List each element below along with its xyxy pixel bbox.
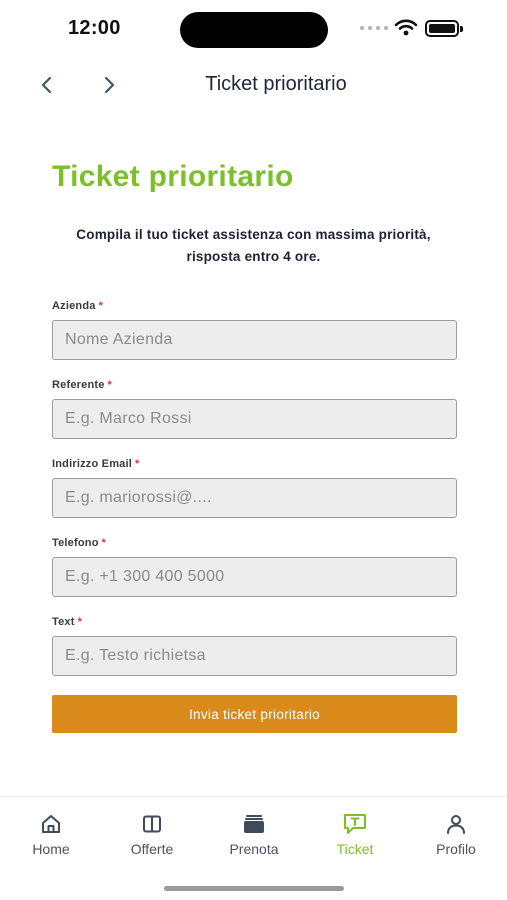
azienda-input[interactable] xyxy=(52,320,457,360)
required-mark: * xyxy=(107,379,113,391)
nav-header xyxy=(0,60,507,110)
offers-icon xyxy=(141,813,163,835)
email-input[interactable] xyxy=(52,478,457,518)
tab-offerte[interactable] xyxy=(107,813,197,857)
page-title: Ticket prioritario xyxy=(52,160,294,193)
home-icon xyxy=(40,813,62,835)
required-mark: * xyxy=(135,458,140,470)
submit-ticket-button[interactable]: Invia ticket prioritario xyxy=(52,695,457,733)
status-time: 12:00 xyxy=(68,17,121,39)
required-mark: * xyxy=(77,616,83,628)
page-subtitle: Compila il tuo ticket assistenza con massima priorità, risposta entro 4 ore. xyxy=(76,227,431,264)
referente-label: Referente xyxy=(52,379,105,391)
field-text xyxy=(52,616,457,676)
field-azienda xyxy=(52,300,457,360)
field-referente xyxy=(52,379,457,439)
text-input[interactable] xyxy=(52,636,457,676)
tab-label-ticket: Ticket xyxy=(336,841,374,857)
booking-icon xyxy=(242,813,266,835)
tab-ticket[interactable] xyxy=(310,813,400,857)
tab-prenota[interactable] xyxy=(209,813,299,857)
text-label: Text xyxy=(52,616,75,628)
telefono-input[interactable] xyxy=(52,557,457,597)
required-mark: * xyxy=(98,300,104,312)
referente-input[interactable] xyxy=(52,399,457,439)
home-indicator xyxy=(164,886,344,891)
status-bar xyxy=(0,0,507,56)
ticket-icon xyxy=(342,813,368,835)
tab-home[interactable] xyxy=(6,813,96,857)
field-email xyxy=(52,458,457,518)
tab-label-profilo: Profilo xyxy=(436,841,476,857)
tab-label-offerte: Offerte xyxy=(130,841,174,857)
dynamic-island xyxy=(180,12,328,48)
telefono-label: Telefono xyxy=(52,537,99,549)
tab-label-home: Home xyxy=(32,841,70,857)
profile-icon xyxy=(445,813,467,835)
email-label: Indirizzo Email xyxy=(52,458,133,470)
azienda-label: Azienda xyxy=(52,300,96,312)
battery-icon xyxy=(425,20,459,37)
tab-profilo[interactable] xyxy=(411,813,501,857)
tab-bar xyxy=(0,796,507,866)
field-telefono xyxy=(52,537,457,597)
wifi-icon xyxy=(394,18,418,41)
tab-label-prenota: Prenota xyxy=(229,841,279,857)
cellular-signal-icon xyxy=(360,26,388,30)
nav-title: Ticket prioritario xyxy=(205,73,347,95)
required-mark: * xyxy=(101,537,107,549)
